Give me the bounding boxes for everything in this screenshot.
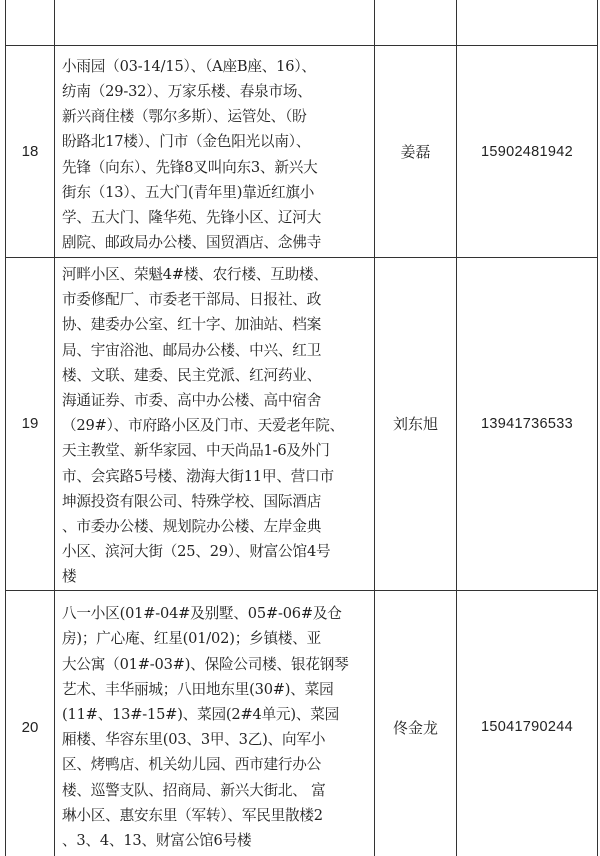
area-line: 海通证券、市委、高中办公楼、高中宿舍 <box>62 392 322 410</box>
area-line: 、3、4、13、财富公馆6号楼 <box>62 831 252 849</box>
table-row <box>6 258 598 591</box>
area-line: 剧院、邮政局办公楼、国贸酒店、念佛寺 <box>62 234 322 252</box>
area-line: 小区、滨河大街（25、29）、财富公馆4号 <box>62 543 331 561</box>
area-line: 八一小区(01#-04#及别墅、05#-06#及仓 <box>62 605 342 623</box>
cell-blank <box>375 0 457 46</box>
area-line: 坤源投资有限公司、特殊学校、国际酒店 <box>62 492 322 510</box>
row-number: 18 <box>6 46 55 258</box>
area-line: 学、五大门、隆华苑、先锋小区、辽河大 <box>62 208 322 226</box>
phone-number: 13941736533 <box>457 258 598 591</box>
area-line: 天主教堂、新华家园、中天尚品1-6及外门 <box>62 442 330 460</box>
area-line: 厢楼、华容东里(03、3甲、3乙)、向军小 <box>62 731 326 749</box>
area-line: 市、会宾路5号楼、渤海大街11甲、营口市 <box>62 467 334 485</box>
area-line: 房)；广心庵、红星(01/02)；乡镇楼、亚 <box>62 630 322 648</box>
assignment-table <box>5 0 598 856</box>
table-row-previous-partial <box>6 0 598 46</box>
area-line: 大公寓（01#-03#)、保险公司楼、银花钢琴 <box>62 655 349 673</box>
area-line: 、市委办公楼、规划院办公楼、左岸金典 <box>62 518 322 536</box>
area-line: 琳小区、惠安东里（军转）、军民里散楼2 <box>62 806 323 824</box>
area-line: 市委修配厂、市委老干部局、日报社、政 <box>62 291 322 309</box>
area-line: 盼路北17楼）、门市（金色阳光以南）、 <box>62 133 311 151</box>
area-line: 楼、文联、建委、民主党派、红河药业、 <box>62 366 322 384</box>
area-line: 河畔小区、荣魁4#楼、农行楼、互助楼、 <box>62 266 328 283</box>
area-line: 新兴商住楼（鄂尔多斯）、运管处、（盼 <box>62 108 307 126</box>
cell-blank <box>6 0 55 46</box>
area-line: 楼、巡警支队、招商局、新兴大街北、 富 <box>62 781 326 799</box>
area-line: 小雨园（03-14/15）、（A座B座、16）、 <box>62 57 316 75</box>
area-list-cell <box>55 258 375 591</box>
person-name: 刘东旭 <box>375 258 457 591</box>
area-line: 艺术、丰华丽城；八田地东里(30#)、菜园 <box>62 680 334 698</box>
cell-blank <box>457 0 598 46</box>
row-number: 20 <box>6 590 55 856</box>
phone-number: 15902481942 <box>457 46 598 258</box>
person-name: 姜磊 <box>375 46 457 258</box>
area-line: 区、烤鸭店、机关幼儿园、西市建行办公 <box>62 756 322 774</box>
area-line: 先锋（向东）、先锋8叉叫向东3、新兴大 <box>62 158 318 176</box>
area-list-cell <box>55 46 375 258</box>
table-row <box>6 590 598 856</box>
table-row <box>6 46 598 258</box>
person-name: 佟金龙 <box>375 590 457 856</box>
area-list-cell <box>55 590 375 856</box>
area-line: 局、宇宙浴池、邮局办公楼、中兴、红卫 <box>62 341 322 359</box>
area-line: （29#）、市府路小区及门市、天爱老年院、 <box>62 417 344 435</box>
area-line: 楼 <box>62 568 77 586</box>
area-line: 街东（13）、五大门(青年里)靠近红旗小 <box>62 183 315 201</box>
area-line: 协、建委办公室、红十字、加油站、档案 <box>62 316 322 334</box>
phone-number: 15041790244 <box>457 590 598 856</box>
cell-blank <box>55 0 375 46</box>
area-line: 纺南（29-32）、万家乐楼、春泉市场、 <box>62 82 312 100</box>
area-line: (11#、13#-15#)、菜园(2#4单元)、菜园 <box>62 705 340 723</box>
row-number: 19 <box>6 258 55 591</box>
